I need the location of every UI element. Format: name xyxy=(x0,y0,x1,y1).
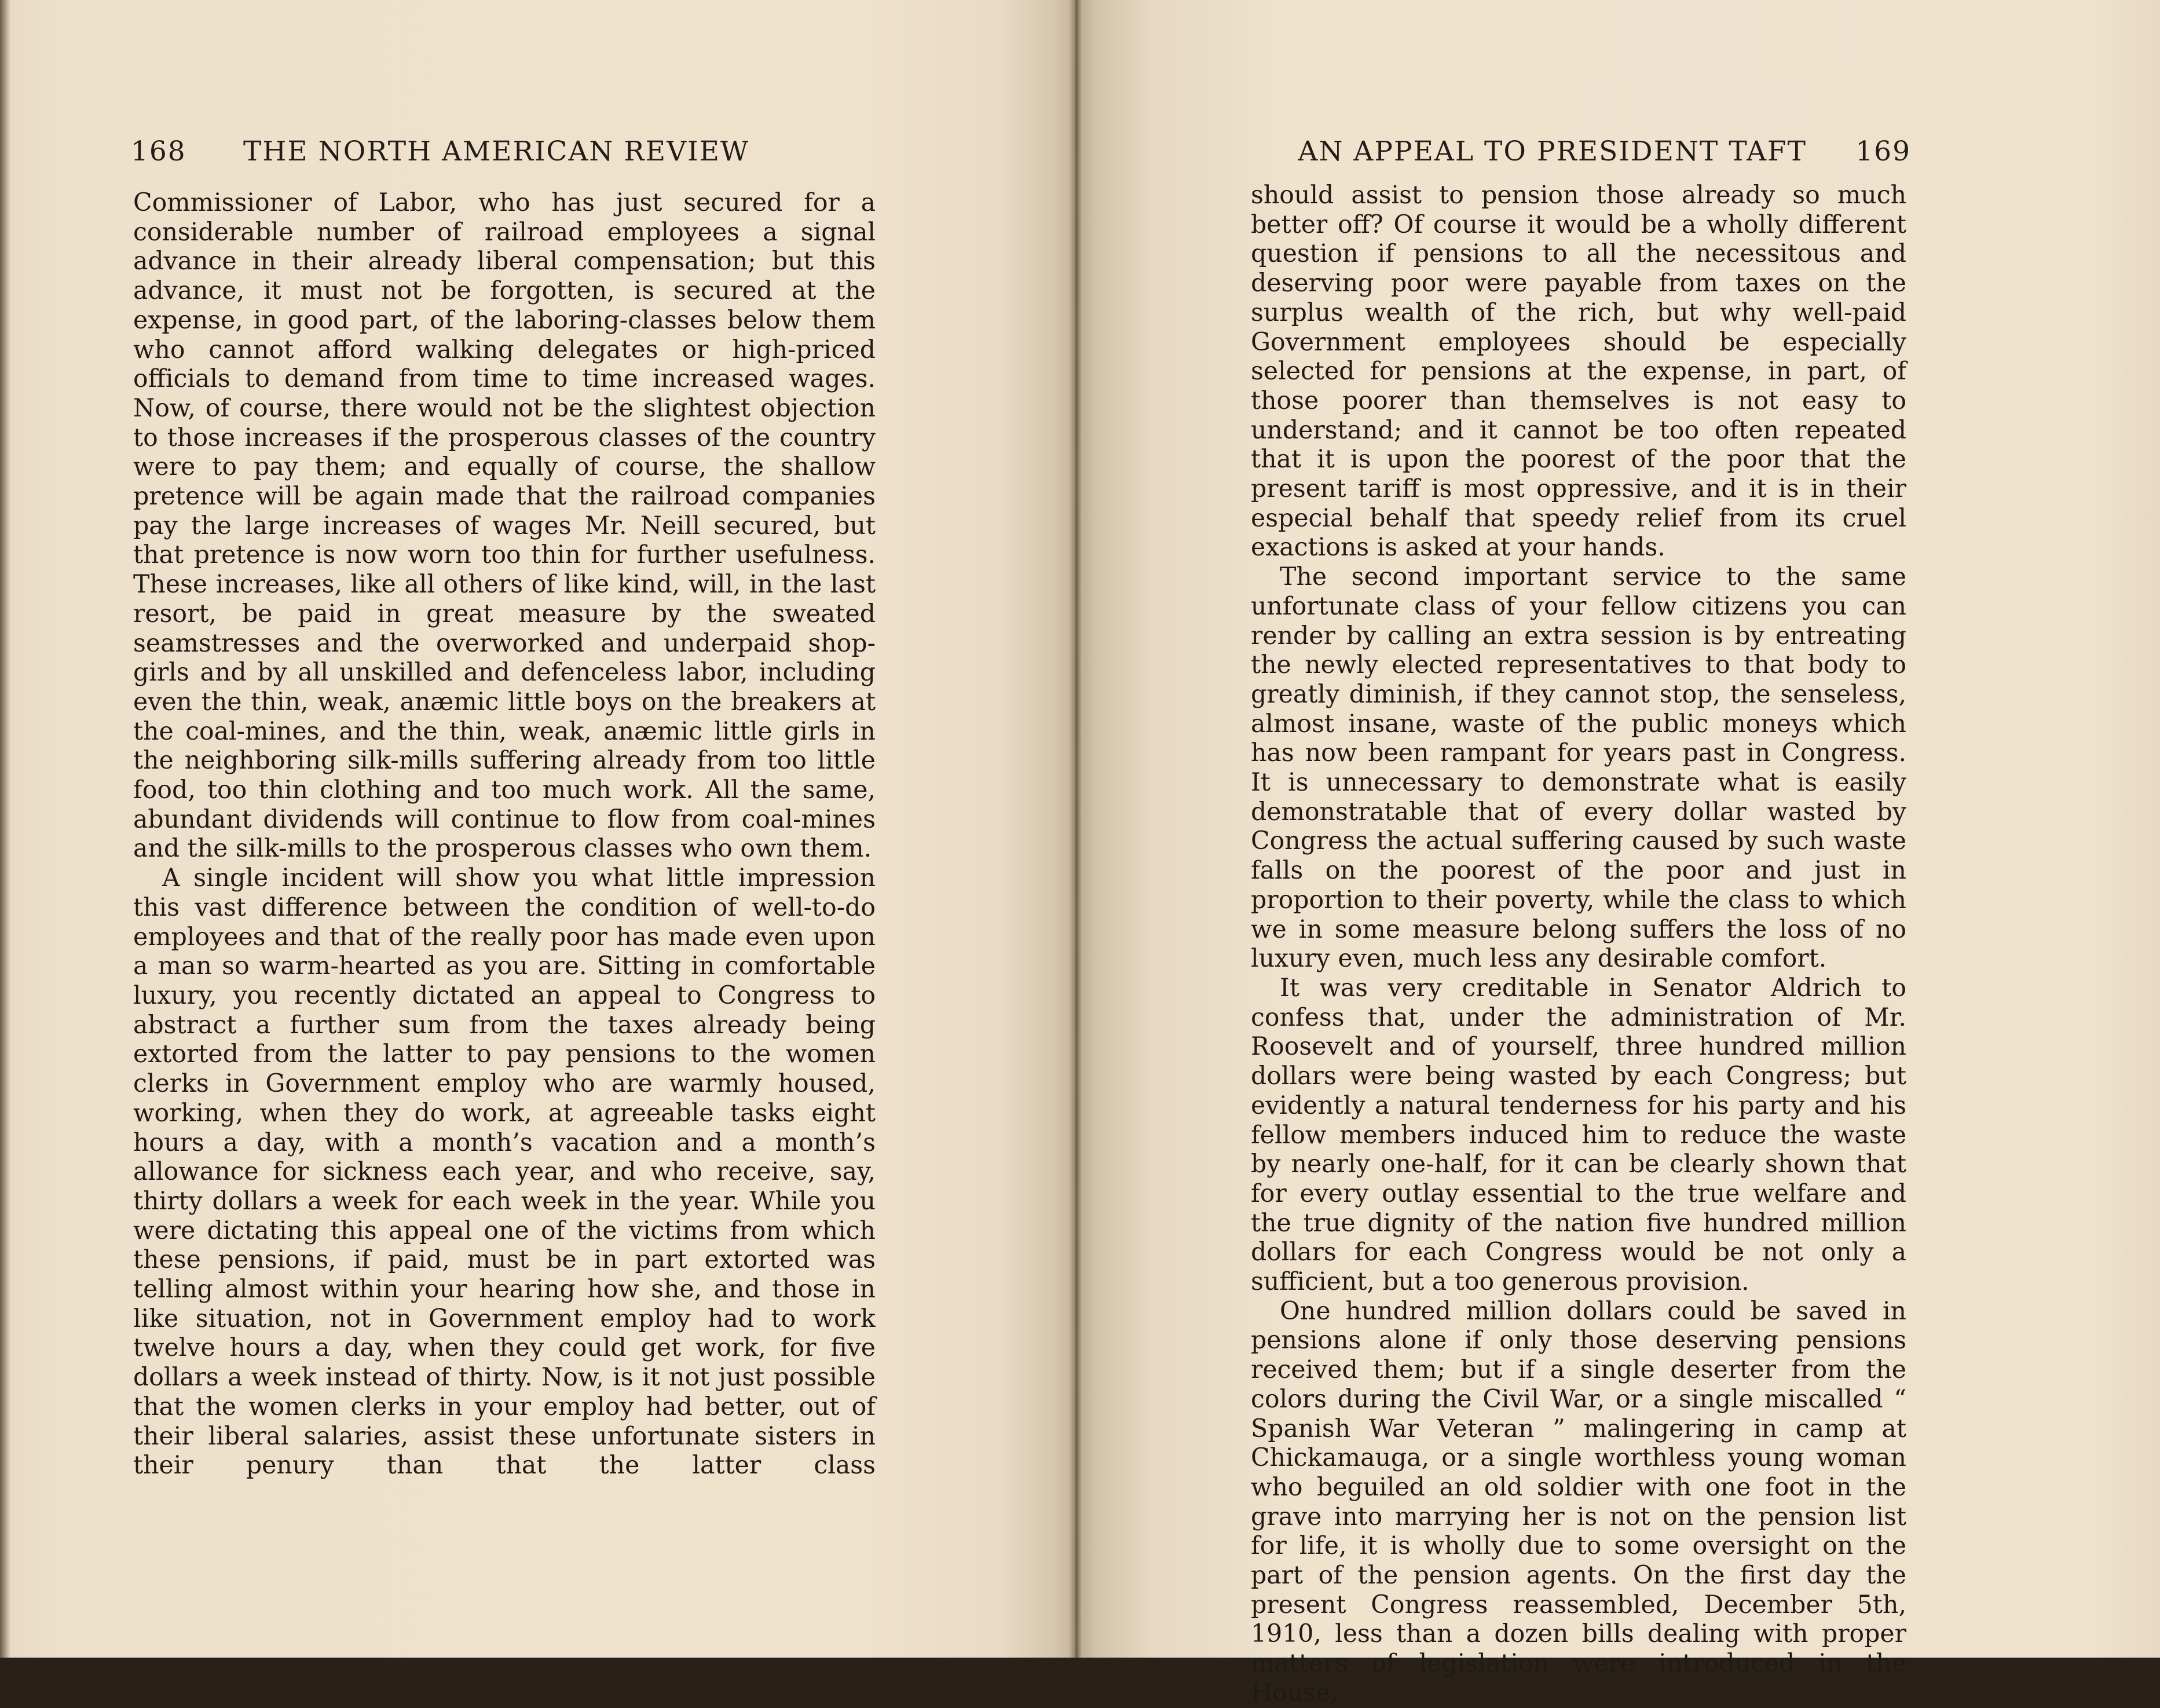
right-paragraph-1: should assist to pension those already so much better off? Of course it would be a wholly different question if pensions to all the necessitous and deserving poor were payable from taxes on the surplus wealth of the rich, but why well-paid Government employees should be especially selected for pensions at the expense, in part, of those poorer than themselves is not easy to understand; and it cannot be too often repeated that it is upon the poorest of the poor that the present tariff is most oppressive, and it is in their especial behalf that speedy relief from its cruel exactions is asked at your hands. xyxy=(1251,181,1906,562)
left-paragraph-1: Commissioner of Labor, who has just secured for a considerable number of railroad employees a signal advance in their already liberal compensation; but this advance, it must not be forgotten, is secured at the expense, in good part, of the laboring-classes below them who cannot afford walking delegates or high-priced officials to demand from time to time increased wages. Now, of course, there would not be the slightest objection to those increases if the prosperous classes of the country were to pay them; and equally of course, the shallow pretence will be again made that the railroad companies pay the large increases of wages Mr. Neill secured, but that pretence is now worn too thin for further usefulness. These increases, like all others of like kind, will, in the last resort, be paid in great measure by the sweated seamstresses and the overworked and underpaid shop-girls and by all unskilled and defenceless labor, including even the thin, weak, anæmic little boys on the breakers at the coal-mines, and the thin, weak, anæmic little girls in the neighboring silk-mills suffering already from too little food, too thin clothing and too much work. All the same, abundant dividends will continue to flow from coal-mines and the silk-mills to the prosperous classes who own them. xyxy=(133,188,876,864)
left-page-body xyxy=(133,188,876,1480)
page-edge-shadow xyxy=(0,0,10,1658)
left-page xyxy=(0,0,1076,1658)
left-running-head-title: THE NORTH AMERICAN REVIEW xyxy=(243,136,750,167)
left-paragraph-2: A single incident will show you what little impression this vast difference between the condition of well-to-do employees and that of the really poor has made even upon a man so warm-hearted as you are. Sitting in comfortable luxury, you recently dictated an appeal to Congress to abstract a further sum from the taxes already being extorted from the latter to pay pensions to the women clerks in Government employ who are warmly housed, working, when they do work, at agreeable tasks eight hours a day, with a month’s vacation and a month’s allowance for sickness each year, and who receive, say, thirty dollars a week for each week in the year. While you were dictating this appeal one of the victims from which these pensions, if paid, must be in part extorted was telling almost within your hearing how she, and those in like situation, not in Government employ had to work twelve hours a day, when they could get work, for five dollars a week instead of thirty. Now, is it not just possible that the women clerks in your employ had better, out of their liberal salaries, assist these unfortunate sisters in their penury than that the latter class xyxy=(133,864,876,1480)
left-page-number: 168 xyxy=(131,136,186,167)
right-paragraph-2: The second important service to the same unfortunate class of your fellow citizens you can render by calling an extra session is by entreating the newly elected representatives to that body to greatly diminish, if they cannot stop, the senseless, almost insane, waste of the public moneys which has now been rampant for years past in Congress. It is unnecessary to demonstrate what is easily demonstratable that of every dollar wasted by Congress the actual suffering caused by such waste falls on the poorest of the poor and just in proportion to their poverty, while the class to which we in some measure belong suffers the loss of no luxury even, much less any desirable comfort. xyxy=(1251,562,1906,974)
right-page-number: 169 xyxy=(1855,136,1911,167)
right-paragraph-3: It was very creditable in Senator Aldrich to confess that, under the administration of Mr. Roosevelt and of yourself, three hundred million dollars were being wasted by each Congress; but evidently a natural tenderness for his party and his fellow members induced him to reduce the waste by nearly one-half, for it can be clearly shown that for every outlay essential to the true welfare and the true dignity of the nation five hundred million dollars for each Congress would be not only a sufficient, but a too generous provision. xyxy=(1251,973,1906,1297)
right-page-body xyxy=(1251,181,1906,1708)
right-running-header xyxy=(1245,136,1911,170)
right-page xyxy=(1076,0,2160,1707)
right-paragraph-4: One hundred million dollars could be saved in pensions alone if only those deserving pensions received them; but if a single deserter from the colors during the Civil War, or a single miscalled “ Spanish War Veteran ” malingering in camp at Chickamauga, or a single worthless young woman who beguiled an old soldier with one foot in the grave into marrying her is not on the pension list for life, it is wholly due to some oversight on the part of the pension agents. On the first day the present Congress reassembled, December 5th, 1910, less than a dozen bills dealing with proper matters of legislation were introduced in the House, xyxy=(1251,1296,1906,1707)
book-gutter xyxy=(1069,0,1082,1658)
right-running-head-title: AN APPEAL TO PRESIDENT TAFT xyxy=(1298,136,1807,167)
left-running-header xyxy=(131,136,901,170)
